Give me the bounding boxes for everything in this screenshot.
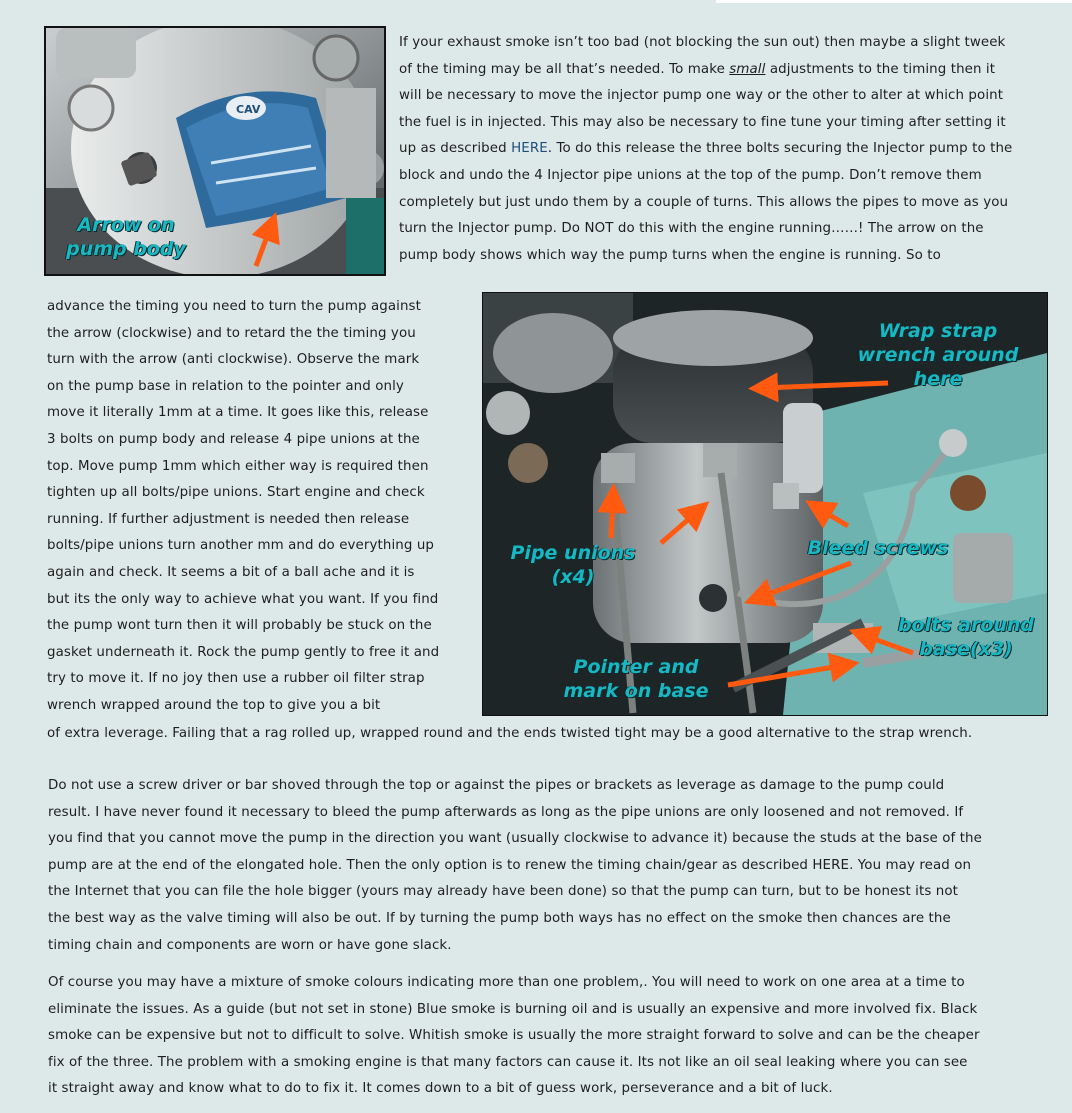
plate-brand: CAV bbox=[236, 103, 261, 116]
pipe-unions-caption: Pipe unions (x4) bbox=[510, 542, 636, 588]
smoke-colours-paragraph: Of course you may have a mixture of smoke colours indicating more than one problem,. You will need to work on one area at a time to eliminate the issues. As a guide (but not set in stone) Blue smoke is burning oil and is usually an expensive and more involved fix. Black smoke can be expensive but not to difficult to solve. Whitish smoke is usually the more straight forward to solve and can be the cheaper fix of the three. The problem with a smoking engine is that many factors can cause it. Its not like an oil seal leaking where you can see it straight away and know what to do to fix it. It comes down to a bit of guess work, perseverance and a bit of luck. bbox=[48, 975, 980, 1097]
warning-paragraph: Do not use a screw driver or bar shoved through the top or against the pipes or brackets as leverage as damage to the pump could result. I have never found it necessary to bleed the pump afterwards as long as the pipe unions are only loosened and not removed. If you find that you cannot move the pump in the direction you want (usually clockwise to advance it) because the studs at the base of the pump are at the end of the elongated hole. Then the only option is to renew the timing chain/gear as described HERE. You may read on the Internet that you can file the hole bigger (yours may already have been done) so that the pump can turn, but to be honest its not the best way as the valve timing will also be out. If by turning the pump both ways has no effect on the smoke then chances are the timing chain and components are worn or have gone slack. bbox=[48, 778, 982, 953]
bolts-caption: bolts around base(x3) bbox=[897, 614, 1035, 660]
bleed-screws-caption: Bleed screws bbox=[807, 537, 949, 559]
adjust-paragraph-last-line: of extra leverage. Failing that a rag rolled up, wrapped round and the ends twisted tight may be a good alternative to the strap wrench. bbox=[47, 726, 973, 741]
timing-link[interactable]: HERE bbox=[511, 141, 548, 157]
wrap-strap-caption: Wrap strap wrench around here bbox=[857, 320, 1019, 390]
emphasis-small: small bbox=[729, 61, 766, 77]
pump-body-photo bbox=[44, 26, 386, 276]
pointer-caption: Pointer and mark on base bbox=[563, 656, 709, 702]
adjust-paragraph: advance the timing you need to turn the pump against the arrow (clockwise) and to retard the the timing you turn with the arrow (anti clockwise). Observe the mark on the pump base in relation to the pointer and only move it literally 1mm at a time. It goes like this, release 3 bolts on pump body and release 4 pipe unions at the top. Move pump 1mm which either way is required then tighten up all bolts/pipe unions. Start engine and check running. If further adjustment is needed then release bolts/pipe unions turn another mm and do everything up again and check. It seems a bit of a ball ache and it is but its the only way to achieve what you want. If you find the pump wont turn then it will probably be stuck on the gasket underneath it. Rock the pump gently to free it and try to move it. If no joy then use a rubber oil filter strap wrench wrapped around the top to give you a bit bbox=[47, 299, 440, 713]
intro-paragraph: If your exhaust smoke isn’t too bad (not blocking the sun out) then maybe a slight tweek of the timing may be all that’s needed. To make small adjustments to the timing then it will be necessary to move the injector pump one way or the other to alter at which point the fuel is in injected. This may also be necessary to fine tune your timing after setting it up as described HERE. To do this release the three bolts securing the Injector pump to the block and undo the 4 Injector pipe unions at the top of the pump. Don’t remove them completely but just undo them by a couple of turns. This allows the pipes to move as you turn the Injector pump. Do NOT do this with the engine running……! The arrow on the pump body shows which way the pump turns when the engine is running. So to bbox=[399, 35, 1013, 263]
injector-pump-photo bbox=[482, 292, 1048, 716]
top-edge-bar bbox=[716, 0, 1072, 3]
arrow-caption: Arrow on pump body bbox=[66, 214, 186, 260]
